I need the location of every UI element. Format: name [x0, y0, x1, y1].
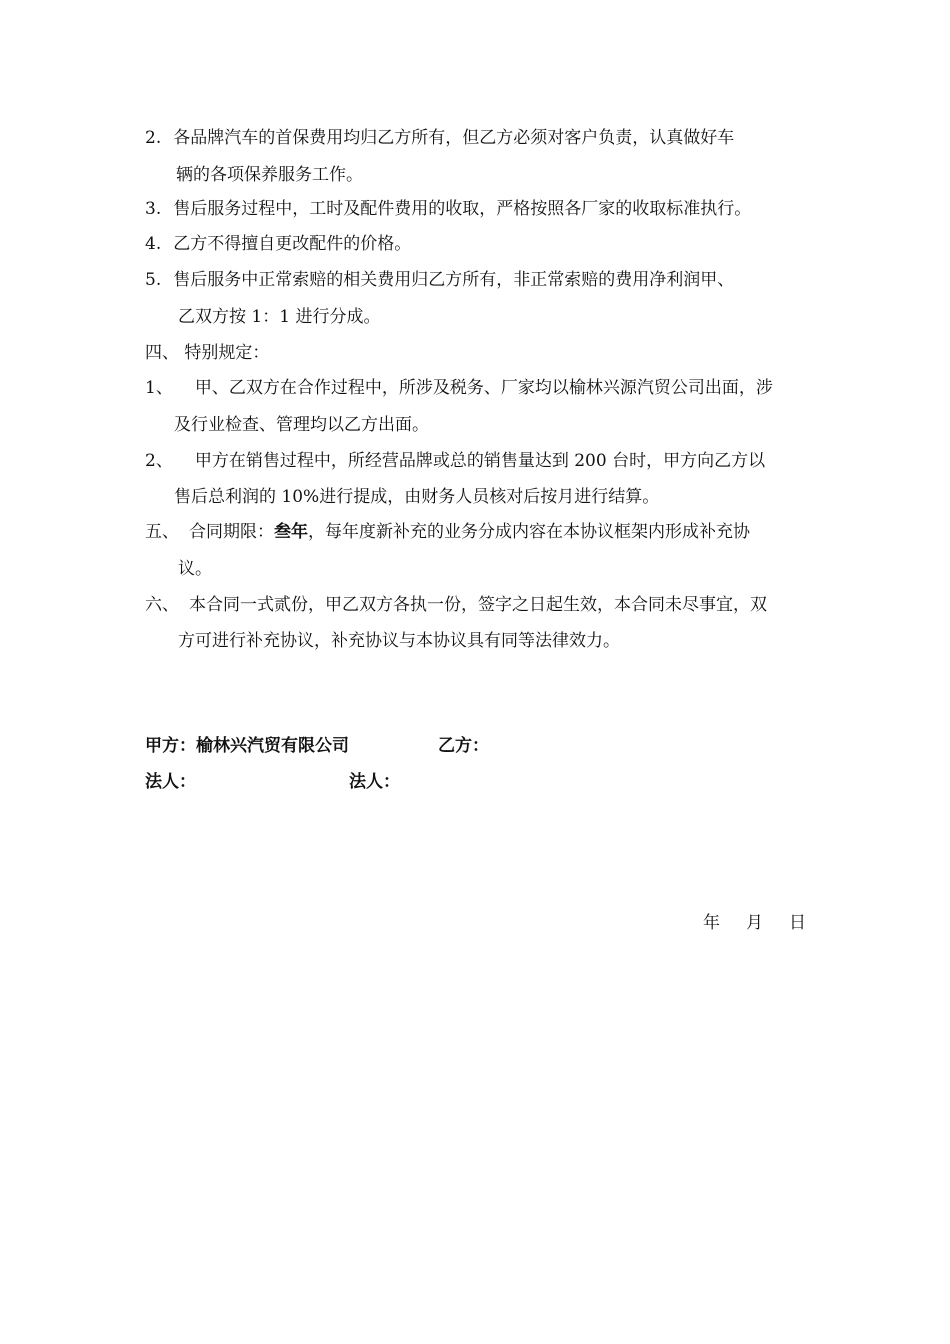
special-2-line-1 — [145, 450, 765, 472]
legal-rep-a-label: 法人： — [145, 772, 196, 792]
term-rest: ，每年度新补充的业务分成内容在本协议框架内形成补充协 — [308, 522, 750, 542]
term-value: 叁年 — [274, 522, 308, 542]
clause-number: 4. — [145, 234, 162, 254]
section-6-line-1 — [145, 594, 767, 616]
section-number: 六、 — [145, 595, 179, 615]
clause-text: 售后服务过程中，工时及配件费用的收取，严格按照各厂家的收取标准执行。 — [173, 199, 752, 219]
clause-4-line-1 — [145, 233, 411, 255]
clause-number: 5. — [145, 270, 162, 290]
section-5-line-2: 议。 — [178, 559, 212, 579]
date-year: 年 — [703, 913, 720, 933]
clause-2-line-1 — [145, 127, 734, 149]
special-text: 甲、乙双方在合作过程中，所涉及税务、厂家均以榆林兴源汽贸公司出面，涉 — [194, 378, 773, 398]
term-label: 合同期限： — [189, 522, 274, 542]
special-text: 甲方在销售过程中，所经营品牌或总的销售量达到 200 台时，甲方向乙方以 — [194, 451, 766, 471]
special-1-line-2: 及行业检查、管理均以乙方出面。 — [174, 415, 429, 435]
section-6-line-2: 方可进行补充协议，补充协议与本协议具有同等法律效力。 — [178, 631, 620, 651]
legal-rep-b-label: 法人： — [349, 772, 400, 792]
clause-text: 各品牌汽车的首保费用均归乙方所有，但乙方必须对客户负责，认真做好车 — [173, 128, 735, 148]
clause-5-line-1 — [145, 269, 734, 291]
party-a-label: 甲方：榆林兴汽贸有限公司 — [145, 736, 349, 756]
clause-number: 2. — [145, 128, 162, 148]
date-month: 月 — [746, 913, 763, 933]
section-number: 五、 — [145, 522, 179, 542]
clause-2-line-2: 辆的各项保养服务工作。 — [176, 165, 363, 185]
clause-5-line-2: 乙双方按 1：1 进行分成。 — [178, 307, 381, 327]
special-number: 2、 — [145, 451, 173, 471]
section-text: 本合同一式贰份，甲乙双方各执一份，签字之日起生效，本合同未尽事宜，双 — [189, 595, 767, 615]
clause-text: 乙方不得擅自更改配件的价格。 — [173, 234, 412, 254]
party-b-label: 乙方： — [438, 736, 489, 756]
special-number: 1、 — [145, 378, 173, 398]
clause-3-line-1 — [145, 198, 751, 220]
clause-number: 3. — [145, 199, 162, 219]
special-2-line-2: 售后总利润的 10%进行提成，由财务人员核对后按月进行结算。 — [174, 487, 660, 507]
special-1-line-1 — [145, 377, 773, 399]
date-day: 日 — [789, 913, 806, 933]
section-4-heading: 四、 特别规定： — [145, 343, 270, 363]
clause-text: 售后服务中正常索赔的相关费用归乙方所有，非正常索赔的费用净利润甲、 — [173, 270, 735, 290]
section-5-line-1 — [145, 521, 750, 543]
